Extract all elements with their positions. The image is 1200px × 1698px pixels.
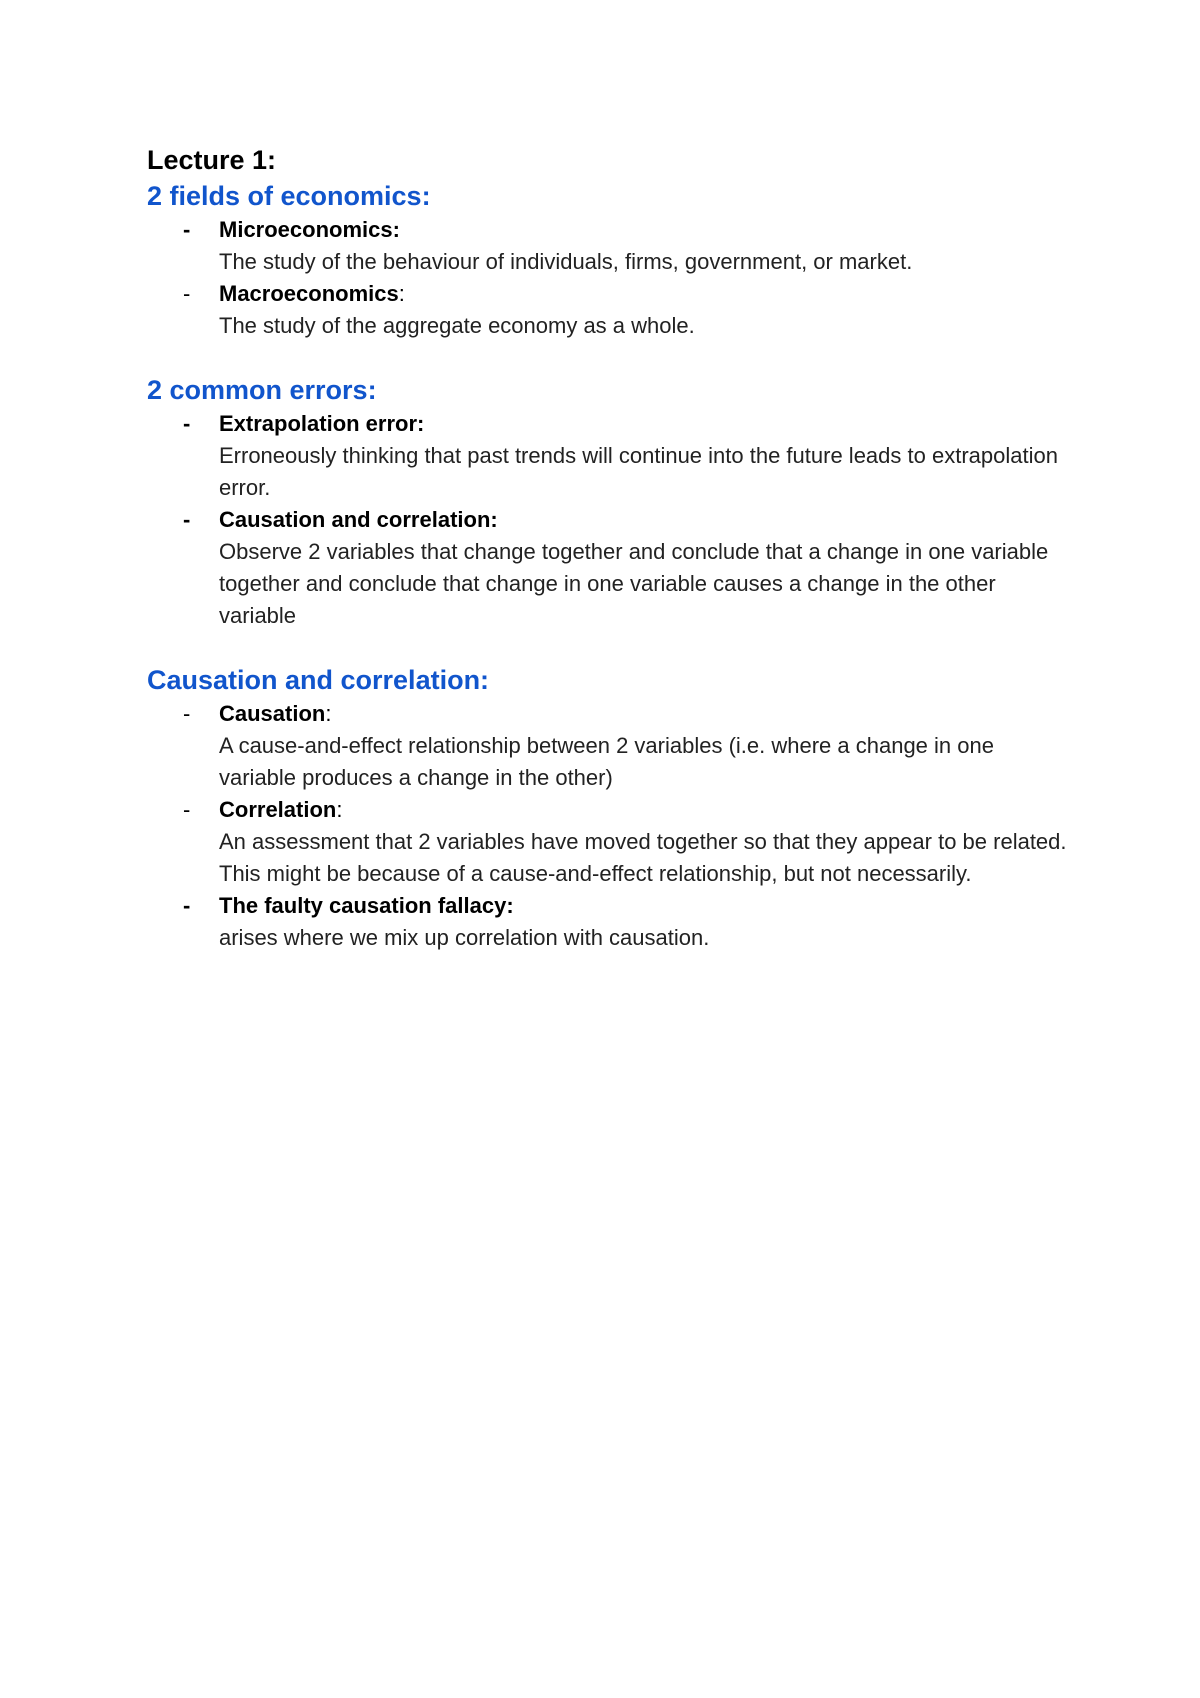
item-list [147,214,1067,342]
item-term: Correlation: [219,797,343,822]
document-title: Lecture 1: [147,145,277,175]
bullet-dash: - [183,281,191,306]
section-heading: 2 common errors: [147,375,377,405]
item-term: Causation: [219,701,332,726]
bullet-dash: - [183,797,191,822]
item-list [147,408,1067,632]
section-causation-correlation [147,662,1067,954]
item-description: An assessment that 2 variables have moved together so that they appear to be related. This might be because of a cause-and-effect relationship, but not necessarily. [219,829,1067,886]
item-term: Microeconomics: [219,217,400,242]
item-term: Macroeconomics: [219,281,405,306]
list-item [147,890,1067,954]
list-item [147,408,1067,504]
item-description: The study of the aggregate economy as a whole. [219,313,695,338]
list-item [147,698,1067,794]
item-description: The study of the behaviour of individuals, firms, government, or market. [219,249,913,274]
section-heading: 2 fields of economics: [147,181,431,211]
bullet-dash: - [183,893,191,918]
item-description: A cause-and-effect relationship between 2 variables (i.e. where a change in one variable produces a change in the other) [219,733,994,790]
section-heading: Causation and correlation: [147,665,490,695]
section-fields-of-economics [147,178,1067,342]
bullet-dash: - [183,217,191,242]
item-term: Extrapolation error: [219,411,425,436]
list-item [147,214,1067,278]
list-item [147,278,1067,342]
item-description: Erroneously thinking that past trends will continue into the future leads to extrapolation error. [219,443,1058,500]
bullet-dash: - [183,507,191,532]
item-description: Observe 2 variables that change together and conclude that a change in one variable together and conclude that change in one variable causes a change in the other variable [219,539,1049,628]
item-list [147,698,1067,954]
list-item [147,504,1067,632]
bullet-dash: - [183,701,191,726]
document-page [147,142,1067,954]
section-common-errors [147,372,1067,632]
item-term: Causation and correlation: [219,507,498,532]
item-term: The faulty causation fallacy: [219,893,514,918]
item-description: arises where we mix up correlation with causation. [219,925,710,950]
list-item [147,794,1067,890]
bullet-dash: - [183,411,191,436]
